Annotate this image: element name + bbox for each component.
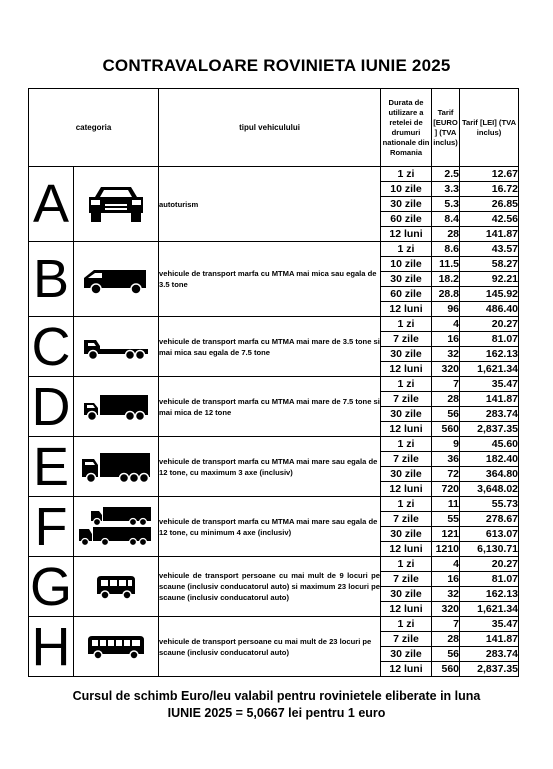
category-letter: D [29, 377, 74, 437]
tarif-euro-cell: 16 [432, 572, 460, 587]
tarif-euro-cell: 560 [432, 422, 460, 437]
tarif-lei-cell: 6,130.71 [460, 542, 519, 557]
tarif-lei-cell: 92.21 [460, 272, 519, 287]
tarif-lei-cell: 1,621.34 [460, 602, 519, 617]
duration-cell: 7 zile [381, 452, 432, 467]
tarif-euro-cell: 2.5 [432, 167, 460, 182]
tarif-lei-cell: 364.80 [460, 467, 519, 482]
tarif-euro-cell: 3.3 [432, 182, 460, 197]
truck-trailer-icon [74, 505, 158, 549]
duration-cell: 1 zi [381, 557, 432, 572]
table-row [29, 317, 519, 332]
header-tipul-vehiculului: tipul vehiculului [159, 89, 381, 167]
tarif-lei-cell: 35.47 [460, 617, 519, 632]
duration-cell: 30 zile [381, 197, 432, 212]
category-letter: F [29, 497, 74, 557]
category-letter: A [29, 167, 74, 242]
tarif-euro-cell: 4 [432, 557, 460, 572]
header-durata: Durata de utilizare a retelei de drumuri nationale din Romania [381, 89, 432, 167]
tarif-euro-cell: 55 [432, 512, 460, 527]
tarif-lei-cell: 43.57 [460, 242, 519, 257]
category-letter: G [29, 556, 72, 617]
vehicle-description: vehicule de transport marfa cu MTMA mai mare de 3.5 tone si mai mica sau egala de 7.5 tone [159, 317, 381, 377]
category-letter: E [29, 437, 74, 497]
duration-cell: 30 zile [381, 587, 432, 602]
bus-icon [74, 632, 158, 662]
duration-cell: 12 luni [381, 482, 432, 497]
van-icon [74, 262, 158, 296]
tarif-euro-cell: 28 [432, 227, 460, 242]
duration-cell: 30 zile [381, 647, 432, 662]
duration-cell: 12 luni [381, 662, 432, 677]
flatbed-truck-icon [74, 332, 158, 362]
table-row [29, 497, 519, 512]
tarif-lei-cell: 35.47 [460, 377, 519, 392]
vehicle-description: autoturism [159, 167, 381, 242]
vehicle-description: vehicule de transport persoane cu mai mult de 9 locuri pe scaune (inclusiv conducatorul auto) si maximum 23 locuri pe scaune (inclusiv conducatorul auto) [159, 557, 381, 617]
vehicle-description: vehicule de transport marfa cu MTMA mai mare de 7.5 tone si mai mica de 12 tone [159, 377, 381, 437]
table-header-row [29, 89, 519, 167]
tarif-lei-cell: 182.40 [460, 452, 519, 467]
duration-cell: 10 zile [381, 257, 432, 272]
tarif-euro-cell: 72 [432, 467, 460, 482]
duration-cell: 7 zile [381, 572, 432, 587]
tarif-euro-cell: 560 [432, 662, 460, 677]
box-truck-icon [74, 391, 158, 423]
duration-cell: 12 luni [381, 227, 432, 242]
header-tarif-lei: Tarif [LEI] (TVA inclus) [460, 89, 519, 167]
tarif-lei-cell: 20.27 [460, 557, 519, 572]
header-tarif-euro: Tarif [EURO ] (TVA inclus) [432, 89, 460, 167]
tarif-euro-cell: 9 [432, 437, 460, 452]
tarif-euro-cell: 36 [432, 452, 460, 467]
duration-cell: 7 zile [381, 632, 432, 647]
tarif-euro-cell: 7 [432, 617, 460, 632]
vehicle-description: vehicule de transport persoane cu mai mult de 23 locuri pe scaune (inclusiv conducatorul auto) [159, 617, 381, 677]
tarif-euro-cell: 96 [432, 302, 460, 317]
tarif-euro-cell: 4 [432, 317, 460, 332]
tarif-euro-cell: 28 [432, 392, 460, 407]
tarif-lei-cell: 3,648.02 [460, 482, 519, 497]
car-icon [74, 183, 158, 225]
tarif-lei-cell: 141.87 [460, 392, 519, 407]
heavy-truck-icon [74, 449, 158, 485]
category-letter: H [29, 617, 74, 677]
tarif-euro-cell: 56 [432, 647, 460, 662]
tarif-lei-cell: 162.13 [460, 587, 519, 602]
table-row [29, 437, 519, 452]
tarif-euro-cell: 28 [432, 632, 460, 647]
vehicle-icon-cell [74, 317, 159, 377]
duration-cell: 1 zi [381, 377, 432, 392]
exchange-rate-line-2: IUNIE 2025 = 5,0667 lei pentru 1 euro [167, 706, 386, 720]
duration-cell: 30 zile [381, 347, 432, 362]
table-row [29, 242, 519, 257]
tarif-lei-cell: 283.74 [460, 407, 519, 422]
table-row [29, 167, 519, 182]
tarif-euro-cell: 11.5 [432, 257, 460, 272]
tarif-lei-cell: 58.27 [460, 257, 519, 272]
duration-cell: 7 zile [381, 392, 432, 407]
tarif-lei-cell: 2,837.35 [460, 662, 519, 677]
tarif-euro-cell: 121 [432, 527, 460, 542]
vehicle-icon-cell [74, 377, 159, 437]
tarif-euro-cell: 320 [432, 362, 460, 377]
tarif-lei-cell: 12.67 [460, 167, 519, 182]
tarif-lei-cell: 42.56 [460, 212, 519, 227]
duration-cell: 12 luni [381, 542, 432, 557]
tarif-lei-cell: 16.72 [460, 182, 519, 197]
tarif-euro-cell: 8.4 [432, 212, 460, 227]
category-letter: C [29, 317, 74, 377]
tarif-euro-cell: 28.8 [432, 287, 460, 302]
tarif-euro-cell: 1210 [432, 542, 460, 557]
duration-cell: 1 zi [381, 437, 432, 452]
vehicle-icon-cell [74, 167, 159, 242]
duration-cell: 1 zi [381, 497, 432, 512]
vehicle-icon-cell [74, 242, 159, 317]
vehicle-description: vehicule de transport marfa cu MTMA mai mare sau egala de 12 tone, cu maximum 3 axe (inclusiv) [159, 437, 381, 497]
duration-cell: 30 zile [381, 272, 432, 287]
tarif-euro-cell: 16 [432, 332, 460, 347]
tarif-lei-cell: 81.07 [460, 332, 519, 347]
tarif-lei-cell: 486.40 [460, 302, 519, 317]
table-row [29, 617, 519, 632]
tarif-lei-cell: 55.73 [460, 497, 519, 512]
tarif-lei-cell: 1,621.34 [460, 362, 519, 377]
tarif-lei-cell: 162.13 [460, 347, 519, 362]
tarif-lei-cell: 141.87 [460, 632, 519, 647]
table-row [29, 377, 519, 392]
vehicle-icon-cell [74, 557, 159, 617]
duration-cell: 12 luni [381, 602, 432, 617]
tarif-lei-cell: 278.67 [460, 512, 519, 527]
tarif-lei-cell: 145.92 [460, 287, 519, 302]
minibus-icon [74, 572, 158, 602]
tarif-lei-cell: 26.85 [460, 197, 519, 212]
tarif-lei-cell: 45.60 [460, 437, 519, 452]
duration-cell: 7 zile [381, 332, 432, 347]
exchange-rate-note [0, 688, 553, 722]
tarif-lei-cell: 613.07 [460, 527, 519, 542]
tarif-euro-cell: 18.2 [432, 272, 460, 287]
duration-cell: 30 zile [381, 467, 432, 482]
page-title: CONTRAVALOARE ROVINIETA IUNIE 2025 [102, 56, 451, 75]
duration-cell: 1 zi [381, 167, 432, 182]
table-body [29, 167, 519, 677]
tarif-euro-cell: 7 [432, 377, 460, 392]
tarif-lei-cell: 283.74 [460, 647, 519, 662]
tarif-euro-cell: 720 [432, 482, 460, 497]
rovinieta-tariff-table [28, 88, 519, 677]
tarif-euro-cell: 320 [432, 602, 460, 617]
header-categoria: categoria [29, 89, 159, 167]
category-letter: B [29, 242, 74, 317]
table-row [29, 557, 519, 572]
duration-cell: 7 zile [381, 512, 432, 527]
duration-cell: 60 zile [381, 287, 432, 302]
tarif-lei-cell: 81.07 [460, 572, 519, 587]
tarif-euro-cell: 8.6 [432, 242, 460, 257]
tarif-lei-cell: 141.87 [460, 227, 519, 242]
tarif-euro-cell: 11 [432, 497, 460, 512]
vehicle-description: vehicule de transport marfa cu MTMA mai mica sau egala de 3.5 tone [159, 242, 381, 317]
duration-cell: 60 zile [381, 212, 432, 227]
exchange-rate-line-1: Cursul de schimb Euro/leu valabil pentru rovinietele eliberate in luna [72, 689, 481, 703]
tarif-euro-cell: 32 [432, 347, 460, 362]
tarif-euro-cell: 32 [432, 587, 460, 602]
duration-cell: 10 zile [381, 182, 432, 197]
duration-cell: 30 zile [381, 527, 432, 542]
tarif-lei-cell: 20.27 [460, 317, 519, 332]
duration-cell: 12 luni [381, 302, 432, 317]
duration-cell: 1 zi [381, 317, 432, 332]
duration-cell: 30 zile [381, 407, 432, 422]
vehicle-description: vehicule de transport marfa cu MTMA mai mare sau egala de 12 tone, cu minimum 4 axe (inclusiv) [159, 497, 381, 557]
tarif-lei-cell: 2,837.35 [460, 422, 519, 437]
duration-cell: 1 zi [381, 617, 432, 632]
tarif-euro-cell: 56 [432, 407, 460, 422]
tarif-euro-cell: 5.3 [432, 197, 460, 212]
duration-cell: 12 luni [381, 362, 432, 377]
vehicle-icon-cell [74, 437, 159, 497]
vehicle-icon-cell [74, 617, 159, 677]
vehicle-icon-cell [74, 497, 159, 557]
duration-cell: 12 luni [381, 422, 432, 437]
duration-cell: 1 zi [381, 242, 432, 257]
